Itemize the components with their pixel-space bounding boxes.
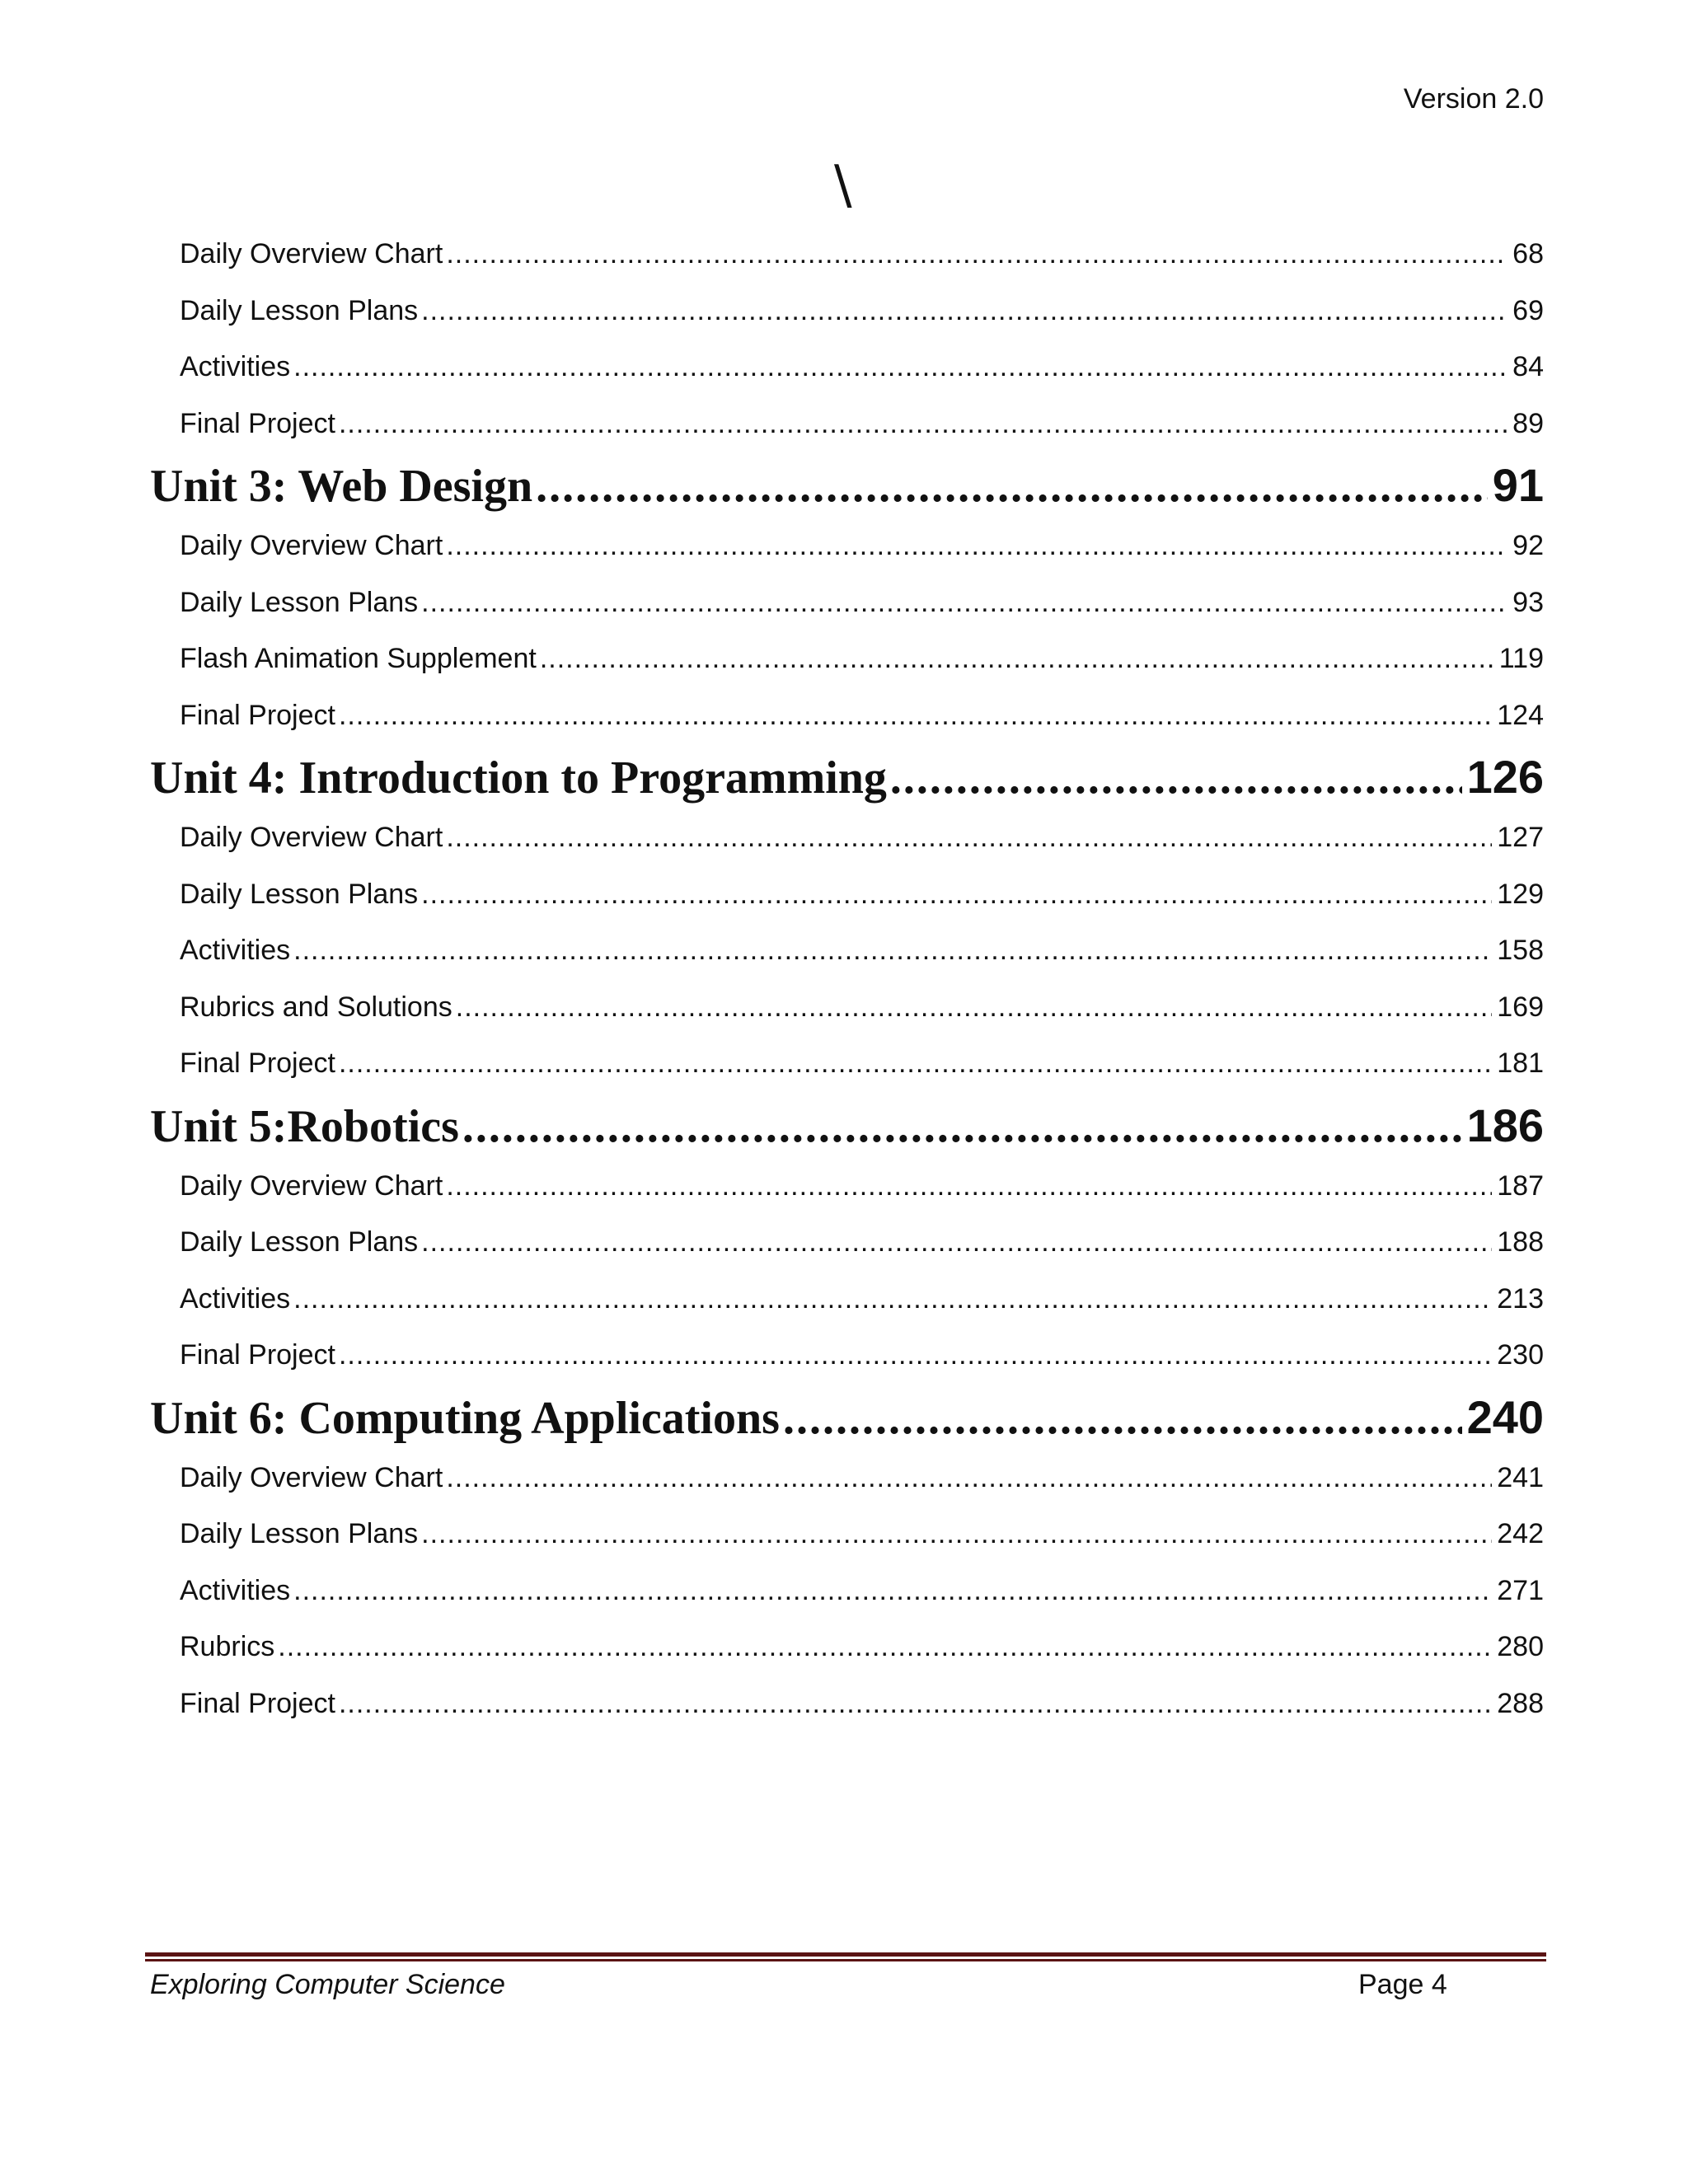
toc-entry-label: Daily Overview Chart xyxy=(180,238,443,269)
toc-entry[interactable] xyxy=(150,1624,1544,1680)
toc-entry-page: 68 xyxy=(1512,238,1544,269)
toc-entry-label: Activities xyxy=(180,1574,291,1606)
footer-page-number: Page 4 xyxy=(1358,1969,1447,2000)
toc-entry[interactable] xyxy=(150,344,1544,401)
toc-entry-page: 288 xyxy=(1497,1687,1544,1719)
toc-dot-leader xyxy=(462,1098,1462,1155)
toc-entry-label: Daily Lesson Plans xyxy=(180,294,419,326)
toc-entry-label: Unit 6: Computing Applications xyxy=(150,1392,780,1444)
toc-dot-leader xyxy=(421,579,1507,626)
toc-dot-leader xyxy=(293,927,1492,973)
toc-entry-page: 119 xyxy=(1498,643,1544,674)
toc-entry-page: 240 xyxy=(1466,1390,1544,1443)
toc-entry-page: 126 xyxy=(1466,751,1544,803)
toc-entry-label: Unit 3: Web Design xyxy=(150,461,533,512)
toc-dot-leader xyxy=(339,401,1507,447)
toc-entry[interactable] xyxy=(150,523,1544,579)
toc-dot-leader xyxy=(446,523,1507,569)
toc-entry-label: Final Project xyxy=(180,1339,335,1371)
toc-entry-label: Rubrics and Solutions xyxy=(180,991,452,1023)
toc-entry-page: 91 xyxy=(1492,459,1544,511)
toc-entry-label: Final Project xyxy=(180,699,335,731)
toc-entry-page: 89 xyxy=(1512,407,1544,439)
toc-dot-leader xyxy=(456,984,1493,1030)
toc-dot-leader xyxy=(339,1332,1492,1378)
toc-entry-page: 188 xyxy=(1497,1226,1544,1258)
toc-entry[interactable] xyxy=(150,927,1544,984)
toc-entry-label: Daily Lesson Plans xyxy=(180,1226,419,1258)
toc-entry-page: 242 xyxy=(1497,1518,1544,1549)
toc-entry-label: Daily Lesson Plans xyxy=(180,1518,419,1549)
toc-unit-heading[interactable] xyxy=(150,1097,1544,1163)
toc-unit-heading[interactable] xyxy=(150,1389,1544,1455)
toc-entry[interactable] xyxy=(150,1455,1544,1511)
toc-entry[interactable] xyxy=(150,871,1544,928)
toc-unit-heading[interactable] xyxy=(150,748,1544,814)
toc-entry-label: Daily Lesson Plans xyxy=(180,586,419,618)
toc-dot-leader xyxy=(421,1219,1492,1265)
toc-entry-page: 230 xyxy=(1497,1339,1544,1371)
toc-entry-label: Activities xyxy=(180,1282,291,1315)
toc-dot-leader xyxy=(446,231,1507,277)
toc-entry-label: Daily Overview Chart xyxy=(180,1461,443,1493)
toc-entry[interactable] xyxy=(150,692,1544,749)
toc-entry-label: Activities xyxy=(180,935,291,966)
toc-dot-leader xyxy=(421,871,1492,917)
toc-entry[interactable] xyxy=(150,288,1544,344)
toc-dot-leader xyxy=(339,1040,1492,1086)
toc-entry[interactable] xyxy=(150,814,1544,871)
toc-entry-label: Unit 4: Introduction to Programming xyxy=(150,752,887,804)
toc-entry-label: Daily Overview Chart xyxy=(180,530,443,561)
toc-entry-label: Activities xyxy=(180,351,291,382)
toc-dot-leader xyxy=(293,1568,1492,1614)
toc-dot-leader xyxy=(278,1624,1492,1670)
toc-entry[interactable] xyxy=(150,635,1544,692)
toc-entry-page: 93 xyxy=(1512,586,1544,618)
footer-rule xyxy=(145,1952,1546,1961)
toc-entry-page: 186 xyxy=(1466,1099,1544,1151)
toc-dot-leader xyxy=(890,749,1462,807)
table-of-contents xyxy=(150,231,1544,1736)
toc-entry-page: 69 xyxy=(1512,294,1544,326)
toc-dot-leader xyxy=(339,1680,1492,1727)
toc-entry[interactable] xyxy=(150,1680,1544,1737)
toc-entry-label: Final Project xyxy=(180,1687,335,1719)
toc-entry[interactable] xyxy=(150,1040,1544,1097)
toc-entry[interactable] xyxy=(150,1276,1544,1333)
toc-entry[interactable] xyxy=(150,1332,1544,1389)
toc-entry-label: Unit 5:Robotics xyxy=(150,1100,459,1152)
toc-dot-leader xyxy=(446,1163,1492,1209)
toc-dot-leader xyxy=(536,457,1488,515)
toc-dot-leader xyxy=(540,635,1494,682)
page-header-version: Version 2.0 xyxy=(1403,83,1544,115)
toc-entry-label: Flash Animation Supplement xyxy=(180,643,537,674)
toc-entry-page: 158 xyxy=(1497,935,1544,966)
toc-dot-leader xyxy=(293,1276,1492,1322)
toc-entry-label: Final Project xyxy=(180,1047,335,1079)
toc-unit-heading[interactable] xyxy=(150,457,1544,523)
toc-entry[interactable] xyxy=(150,1219,1544,1276)
toc-entry-page: 271 xyxy=(1497,1574,1544,1606)
toc-entry-page: 241 xyxy=(1497,1461,1544,1493)
toc-entry-page: 181 xyxy=(1497,1047,1544,1079)
toc-entry-page: 127 xyxy=(1497,822,1544,853)
toc-entry[interactable] xyxy=(150,1163,1544,1220)
toc-entry-page: 84 xyxy=(1512,351,1544,382)
toc-dot-leader xyxy=(339,692,1492,738)
toc-dot-leader xyxy=(446,814,1492,860)
toc-entry-page: 129 xyxy=(1497,878,1544,910)
toc-dot-leader xyxy=(783,1390,1462,1447)
toc-entry[interactable] xyxy=(150,231,1544,288)
toc-entry-label: Daily Lesson Plans xyxy=(180,878,419,910)
footer-title: Exploring Computer Science xyxy=(150,1969,505,2000)
toc-entry[interactable] xyxy=(150,1568,1544,1624)
toc-entry[interactable] xyxy=(150,1511,1544,1568)
toc-entry[interactable] xyxy=(150,401,1544,457)
toc-entry-label: Daily Overview Chart xyxy=(180,822,443,853)
backslash-mark: \ xyxy=(834,155,852,216)
toc-dot-leader xyxy=(446,1455,1492,1501)
toc-entry-label: Final Project xyxy=(180,407,335,439)
toc-dot-leader xyxy=(421,1511,1492,1557)
toc-entry-page: 124 xyxy=(1497,699,1544,731)
toc-entry-page: 213 xyxy=(1497,1282,1544,1315)
toc-entry-page: 92 xyxy=(1512,530,1544,561)
toc-entry-page: 280 xyxy=(1497,1631,1544,1662)
toc-entry[interactable] xyxy=(150,984,1544,1041)
toc-dot-leader xyxy=(293,344,1507,390)
toc-entry-page: 169 xyxy=(1497,991,1544,1023)
toc-dot-leader xyxy=(421,288,1507,334)
toc-entry[interactable] xyxy=(150,579,1544,636)
toc-entry-label: Daily Overview Chart xyxy=(180,1169,443,1202)
toc-entry-label: Rubrics xyxy=(180,1631,275,1662)
toc-entry-page: 187 xyxy=(1497,1169,1544,1202)
